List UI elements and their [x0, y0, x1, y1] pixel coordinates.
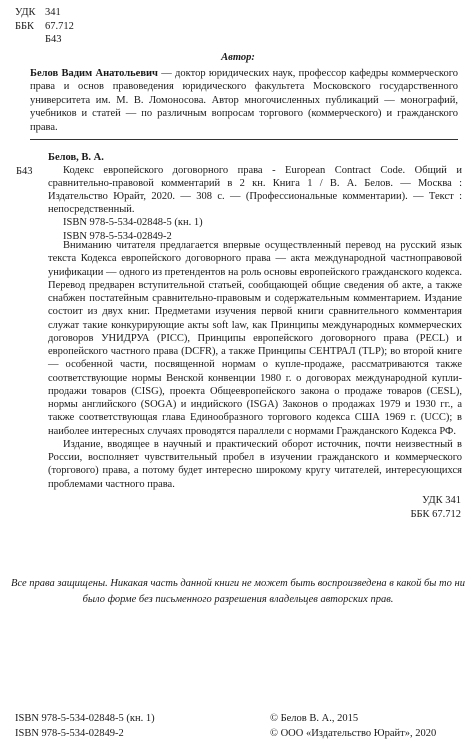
- udk-row: [15, 6, 74, 20]
- classification-codes: [15, 6, 74, 47]
- footer-isbn-1: ISBN 978-5-534-02848-5 (кн. 1): [15, 713, 155, 724]
- bibliographic-record: [48, 151, 462, 243]
- author-description: — доктор юридических наук, профессор кафедры коммерческого права и основ правоведения юридического факультета Московского государственного университета им. М. В. Ломоносова. Автор многочисленных публикаций — монографий, учебников и статей — по различным вопросам торгового (коммерческого) и гражданского права.: [30, 68, 458, 133]
- author-sign: Б43: [45, 34, 62, 45]
- margin-author-sign: Б43: [16, 166, 33, 177]
- rights-notice: Все права защищены. Никакая часть данной книги не может быть воспроизведена в какой бы то ни было форме без письменного разрешения владельцев авторских прав.: [11, 578, 465, 605]
- author-bio: [30, 67, 458, 134]
- annotation-paragraph: Издание, вводящее в научный и практический оборот источник, почти неизвестный в России, восполняет чувствительный пробел в изучении гражданского и коммерческого (торгового) права, а потому будет интересно широкому кругу читателей, интересующихся проблемами частного права.: [48, 438, 462, 490]
- footer-copyright: [270, 712, 436, 741]
- footer-isbn: [15, 712, 155, 741]
- bib-isbn-1: ISBN 978-5-534-02848-5 (кн. 1): [63, 217, 203, 229]
- footer-isbn-2: ISBN 978-5-534-02849-2: [15, 727, 124, 739]
- bottom-classification-codes: [410, 494, 461, 522]
- bbk-label: ББК: [15, 20, 35, 32]
- bottom-bbk: ББК 67.712: [410, 509, 461, 520]
- copyright-publisher: © ООО «Издательство Юрайт», 2020: [270, 727, 437, 739]
- bib-isbn-2: ISBN 978-5-534-02849-2: [63, 230, 172, 242]
- bbk-value: 67.712: [45, 20, 74, 32]
- bib-description: Кодекс европейского договорного права - European Contract Code. Общий и сравнительно-правовой комментарий в 2 кн. Книга 1 / В. А. Белов. — Москва : Издательство Юрайт, 2020. — 308 с. — (Профессиональные комментарии). — Текст : непосредственный.: [48, 165, 462, 216]
- bottom-udk: УДК 341: [422, 495, 461, 506]
- author-name: Белов Вадим Анатольевич: [30, 68, 158, 79]
- udk-value: 341: [45, 7, 61, 18]
- annotation-paragraph: Вниманию читателя предлагается впервые осуществленный перевод на русский язык текста Кодекса европейского договорного права — акта международной частноправовой унификации — одного из претендентов на роль основы европейского гражданского кодекса. Перевод предварен вступительной статьей, сообщающей общие сведения об акте, а также снабжен постатейным сравнительно-правовым и содержательным комментарием. Издание состоит из двух книг. Предметами изучения первой книги сравнительного комментария служат такие конкурирующие акты soft law, как Принципы международных коммерческих договоров УНИДРУА (PICC), Принципы европейского договорного права (PECL) и европейского частного права (DCFR), а также Принципы СЕНТРАЛ (TLP); во второй книге — особенной части, посвященной нормам о купле-продаже, рассматриваются также соответствующие нормы Венской конвенции 1980 г. о договорах международной купли-продажи товаров (CISG), проекта Общеевропейского закона о продаже товаров (CESL), нормы английского (SOGA) и индийского (ISGA) Законов о продажах 1979 и 1930 гг., а также соответствующая глава Единообразного торгового кодекса США 1969 г. (UCC); в наиболее интересных случаях проводятся параллели с нормами Гражданского Кодекса РФ.: [48, 240, 462, 437]
- annotation: [48, 239, 462, 491]
- udk-label: УДК: [15, 7, 36, 18]
- author-heading: Автор:: [221, 52, 255, 63]
- bbk-row: [15, 20, 74, 34]
- copyright-author: © Белов В. А., 2015: [270, 713, 359, 724]
- bib-heading: Белов, В. А.: [48, 152, 104, 163]
- divider-rule: [30, 139, 458, 140]
